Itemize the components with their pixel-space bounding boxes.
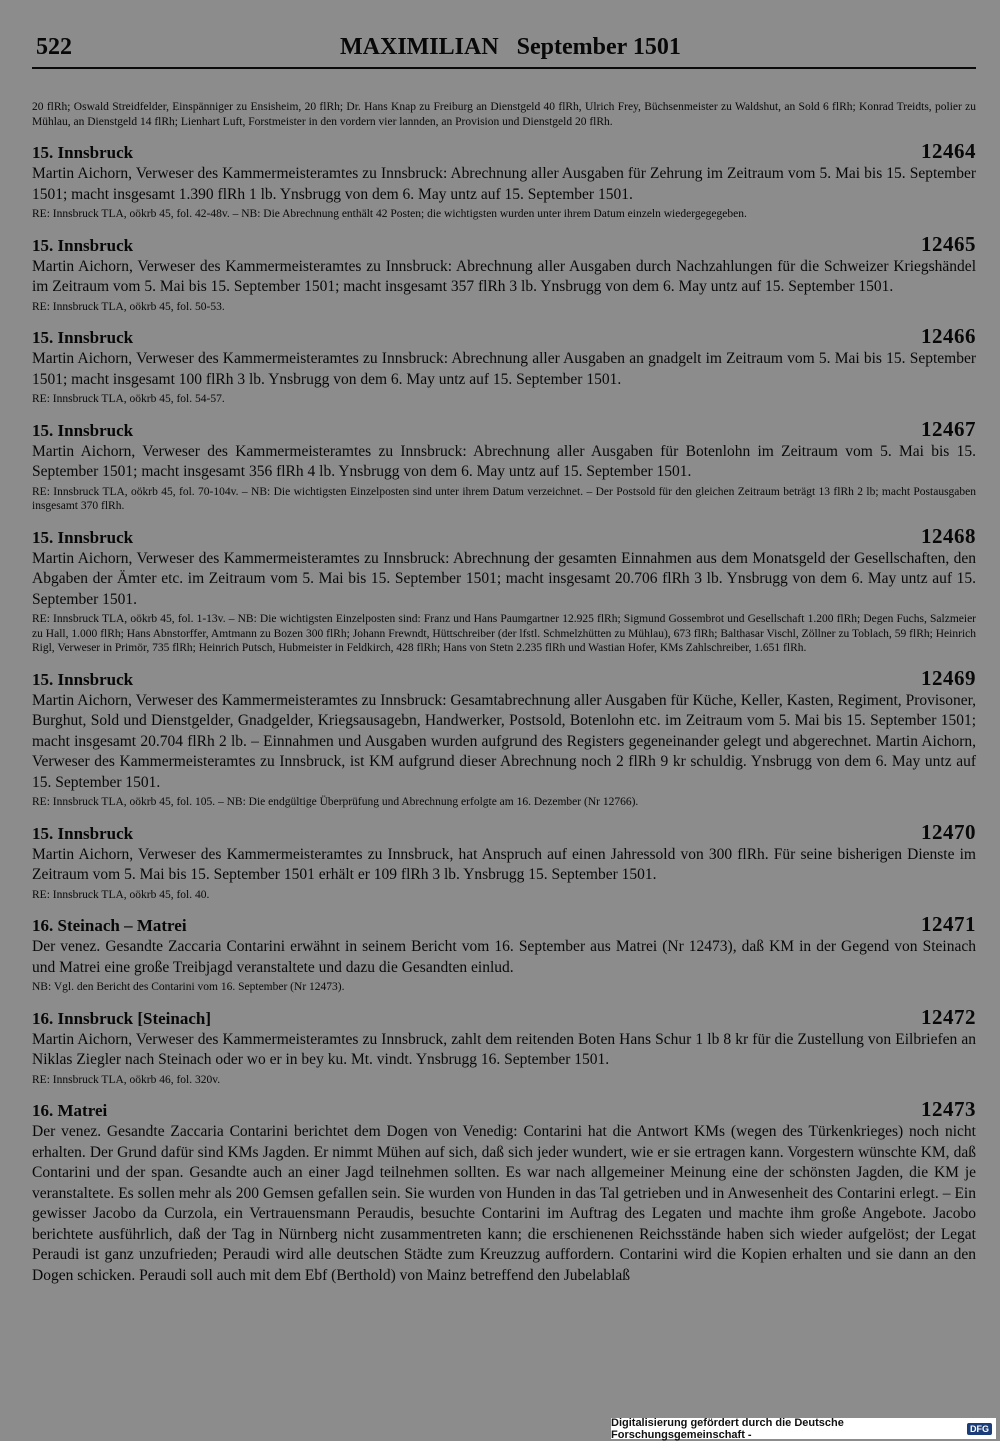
dfg-logo: DFG [967, 1423, 992, 1435]
entry-date-place: 15. Innsbruck [32, 669, 134, 689]
regest-entry [32, 666, 976, 810]
entry-header [32, 1005, 976, 1030]
entry-header [32, 232, 976, 257]
entry-number: 12467 [921, 416, 976, 441]
footer-banner [611, 1418, 996, 1439]
entry-header [32, 324, 976, 349]
continuation-text: 20 flRh; Oswald Streidfelder, Einspänniger zu Ensisheim, 20 flRh; Dr. Hans Knap zu Freiburg an Dienstgeld 40 flRh, Ulrich Frey, Büchsenmeister zu Waldshut, an Sold 6 flRh; Konrad Treidts, polier zu Mühlau, an Dienstgeld 14 flRh; Lienhart Luft, Forstmeister in den vordern vier lannden, an Provision und Dienstgeld 20 flRh. [32, 101, 976, 128]
regest-entry [32, 820, 976, 903]
entry-header [32, 417, 976, 442]
entry-number: 12466 [921, 324, 976, 348]
regest-entry [32, 232, 976, 315]
entry-body: Martin Aichorn, Verweser des Kammermeisteramtes zu Innsbruck, zahlt dem reitenden Boten Hans Schur 1 lb 8 kr für die Zustellung von Eilbriefen an Niklas Ziegler nach Steinach oder wo er in bey ku. Mt. vindt. Ynsbrugg 16. September 1501. [32, 1030, 976, 1068]
entry-number: 12473 [921, 1097, 976, 1121]
entry-header [32, 524, 976, 549]
entry-number: 12471 [921, 912, 976, 936]
document-page [32, 0, 976, 1286]
entry-number: 12469 [921, 665, 976, 690]
regest-entry [32, 912, 976, 995]
entry-note: RE: Innsbruck TLA, oökrb 45, fol. 70-104v. – NB: Die wichtigsten Einzelposten sind unter ihrem Datum verzeichnet. – Der Postsold für den gleichen Zeitraum beträgt 13 flRh 2 lb; macht Postausgaben insgesamt 370 flRh. [32, 485, 976, 512]
entry-date-place: 16. Innsbruck [Steinach] [32, 1008, 212, 1028]
entry-date-place: 15. Innsbruck [32, 420, 134, 440]
entry-note: RE: Innsbruck TLA, oökrb 45, fol. 42-48v. – NB: Die Abrechnung enthält 42 Posten; die wichtigsten wurden unter ihrem Datum einzeln wiedergegegeben. [32, 208, 747, 220]
footer-text: Digitalisierung gefördert durch die Deutsche Forschungsgemeinschaft - [611, 1416, 844, 1441]
entry-note: RE: Innsbruck TLA, oökrb 45, fol. 1-13v. – NB: Die wichtigsten Einzelposten sind: Franz und Hans Paumgartner 12.925 flRh; Sigmund Gossembrot und Gesellschaft 1.200 flRh; Degen Fuchs, Salzmeier zu Hall, 1.000 flRh; Hans Abnstorffer, Amtmann zu Bozen 300 flRh; Johann Frewndt, Hüttschreiber (der lfstl. Schmelzhütten zu Mühlau), 673 flRh; Balthasar Vischl, Zöllner zu Toblach, 59 flRh; Heinrich Rigl, Verweser in Primör, 735 flRh; Heinrich Putsch, Hubmeister in Feldkirch, 428 flRh; Hans von Stetn 2.235 flRh und Wastian Hofer, KMs Zahlschreiber, 1.651 flRh. [32, 613, 976, 654]
page-number: 522 [36, 34, 72, 60]
entry-date-place: 15. Innsbruck [32, 235, 134, 255]
page-header [32, 0, 976, 70]
entry-body: Martin Aichorn, Verweser des Kammermeisteramtes zu Innsbruck, hat Anspruch auf einen Jahressold von 300 flRh. Für seine bisherigen Dienste im Zeitraum vom 5. Mai bis 15. September 1501 erhält er 109 flRh 3 lb. Ynsbrugg 15. September 1501. [32, 845, 976, 883]
entry-header [32, 820, 976, 845]
entry-note: RE: Innsbruck TLA, oökrb 45, fol. 54-57. [32, 393, 225, 405]
header-rule [32, 67, 976, 69]
entry-body: Martin Aichorn, Verweser des Kammermeisteramtes zu Innsbruck: Abrechnung aller Ausgaben für Zehrung im Zeitraum vom 5. Mai bis 15. September 1501; macht insgesamt 1.390 flRh 1 lb. Ynsbrugg von dem 6. May untz auf 15. September 1501. [32, 165, 976, 203]
entry-body: Martin Aichorn, Verweser des Kammermeisteramtes zu Innsbruck: Abrechnung der gesamten Einnahmen aus dem Monatsgeld der Gesellschaften, den Abgaben der Ämter etc. im Zeitraum vom 5. Mai bis 15. September 1501; macht insgesamt 20.706 flRh 3 lb. Ynsbrugg von dem 6. May untz auf 15. September 1501. [32, 549, 976, 608]
regest-entry [32, 1097, 976, 1286]
entry-body: Der venez. Gesandte Zaccaria Contarini erwähnt in seinem Bericht vom 16. September aus Matrei (Nr 12473), daß KM in der Gegend von Steinach und Matrei eine große Treibjagd veranstaltete und dazu die Gesandten einlud. [32, 938, 976, 976]
entry-note: RE: Innsbruck TLA, oökrb 45, fol. 105. – NB: Die endgültige Überprüfung und Abrechnung erfolgte am 16. Dezember (Nr 12766). [32, 796, 639, 808]
entry-header [32, 139, 976, 164]
entry-body: Martin Aichorn, Verweser des Kammermeisteramtes zu Innsbruck: Abrechnung aller Ausgaben an gnadgelt im Zeitraum vom 5. Mai bis 15. September 1501; macht insgesamt 100 flRh 3 lb. Ynsbrugg von dem 6. May untz auf 15. September 1501. [32, 350, 976, 388]
entry-header [32, 666, 976, 691]
entry-number: 12465 [921, 231, 976, 256]
entry-date-place: 16. Matrei [32, 1101, 108, 1120]
page-title: MAXIMILIAN September 1501 [340, 34, 681, 60]
entry-date-place: 15. Innsbruck [32, 527, 134, 547]
regest-entry [32, 417, 976, 514]
entries-list [32, 139, 976, 1286]
entry-body: Martin Aichorn, Verweser des Kammermeisteramtes zu Innsbruck: Gesamtabrechnung aller Ausgaben für Küche, Keller, Kasten, Regiment, Provisoner, Burghut, Sold und Dienstgelder, Gnadgelder, Kriegsausagebn, Handwerker, Postsold, Botenlohn etc. im Zeitraum vom 5. Mai bis 15. September 1501; macht insgesamt 20.704 flRh 2 lb. – Einnahmen und Ausgaben wurden aufgrund des Registers gegeneinander gelegt und abgerechnet. Martin Aichorn, Verweser des Kammermeisteramtes zu Innsbruck, ist KM aufgrund dieser Abrechnung noch 2 flRh 9 kr schuldig. Ynsbrugg von dem 6. May untz auf 15. September 1501. [32, 691, 976, 791]
entry-body: Martin Aichorn, Verweser des Kammermeisteramtes zu Innsbruck: Abrechnung aller Ausgaben für Botenlohn im Zeitraum vom 5. Mai bis 15. September 1501; macht insgesamt 356 flRh 4 lb. Ynsbrugg von dem 6. May untz auf 15. September 1501. [32, 442, 976, 480]
entry-note: RE: Innsbruck TLA, oökrb 46, fol. 320v. [32, 1073, 221, 1086]
entry-header [32, 912, 976, 937]
entry-date-place: 16. Steinach – Matrei [32, 916, 187, 935]
regest-entry [32, 1005, 976, 1088]
regest-entry [32, 324, 976, 407]
entry-header [32, 1097, 976, 1122]
entry-number: 12472 [921, 1004, 976, 1029]
entry-note: RE: Innsbruck TLA, oökrb 45, fol. 50-53. [32, 300, 225, 313]
entry-body: Der venez. Gesandte Zaccaria Contarini berichtet dem Dogen von Venedig: Contarini hat die Antwort KMs (wegen des Türkenkrieges) noch nicht erhalten. Der Grund dafür sind KMs Jagden. Er nimmt Mühen auf sich, daß sich jeder wundert, wie er sie ertragen kann. Vorgestern wünschte KM, daß Contarini und der span. Gesandte auch an einer Jagd teilnehmen sollten. Es war nach allgemeiner Meinung eine der schönsten Jagden, die KM je veranstaltete. Es sollen mehr als 200 Gemsen gefallen sein. Sie wurden von Hunden in das Tal getrieben und in Anwesenheit des Contarini erlegt. – Ein gewisser Jacobo da Curzola, ein Vertrauensmann Peraudis, besuchte Contarini im Auftrag des Legaten und machte ihm große Angebote. Jacobo berichtete ausführlich, daß der Tag in Nürnberg nicht zusammentreten kann; die erschienenen Reichsstände haben sich wieder aufgelöst; der Legat Peraudi ist ganz unzufrieden; Peraudi wird alle deutschen Städte zum Kreuzzug auffordern. Contarini wird die Kopien erhalten und sie dann an den Dogen schicken. Peraudi soll auch mit dem Ebf (Berthold) von Mainz betreffend den Jubelablaß [32, 1123, 976, 1284]
regest-entry [32, 524, 976, 656]
entry-number: 12464 [921, 139, 976, 163]
regest-entry [32, 139, 976, 222]
entry-note: RE: Innsbruck TLA, oökrb 45, fol. 40. [32, 888, 210, 901]
entry-date-place: 15. Innsbruck [32, 143, 134, 162]
entry-date-place: 15. Innsbruck [32, 328, 134, 347]
entry-body: Martin Aichorn, Verweser des Kammermeisteramtes zu Innsbruck: Abrechnung aller Ausgaben durch Nachzahlungen für die Schweizer Kriegshändel im Zeitraum vom 5. Mai bis 15. September 1501; macht insgesamt 357 flRh 3 lb. Ynsbrugg von dem 6. May untz auf 15. September 1501. [32, 257, 976, 295]
entry-number: 12468 [921, 523, 976, 548]
entry-date-place: 15. Innsbruck [32, 823, 134, 843]
entry-number: 12470 [921, 819, 976, 844]
entry-note: NB: Vgl. den Bericht des Contarini vom 16. September (Nr 12473). [32, 981, 345, 993]
